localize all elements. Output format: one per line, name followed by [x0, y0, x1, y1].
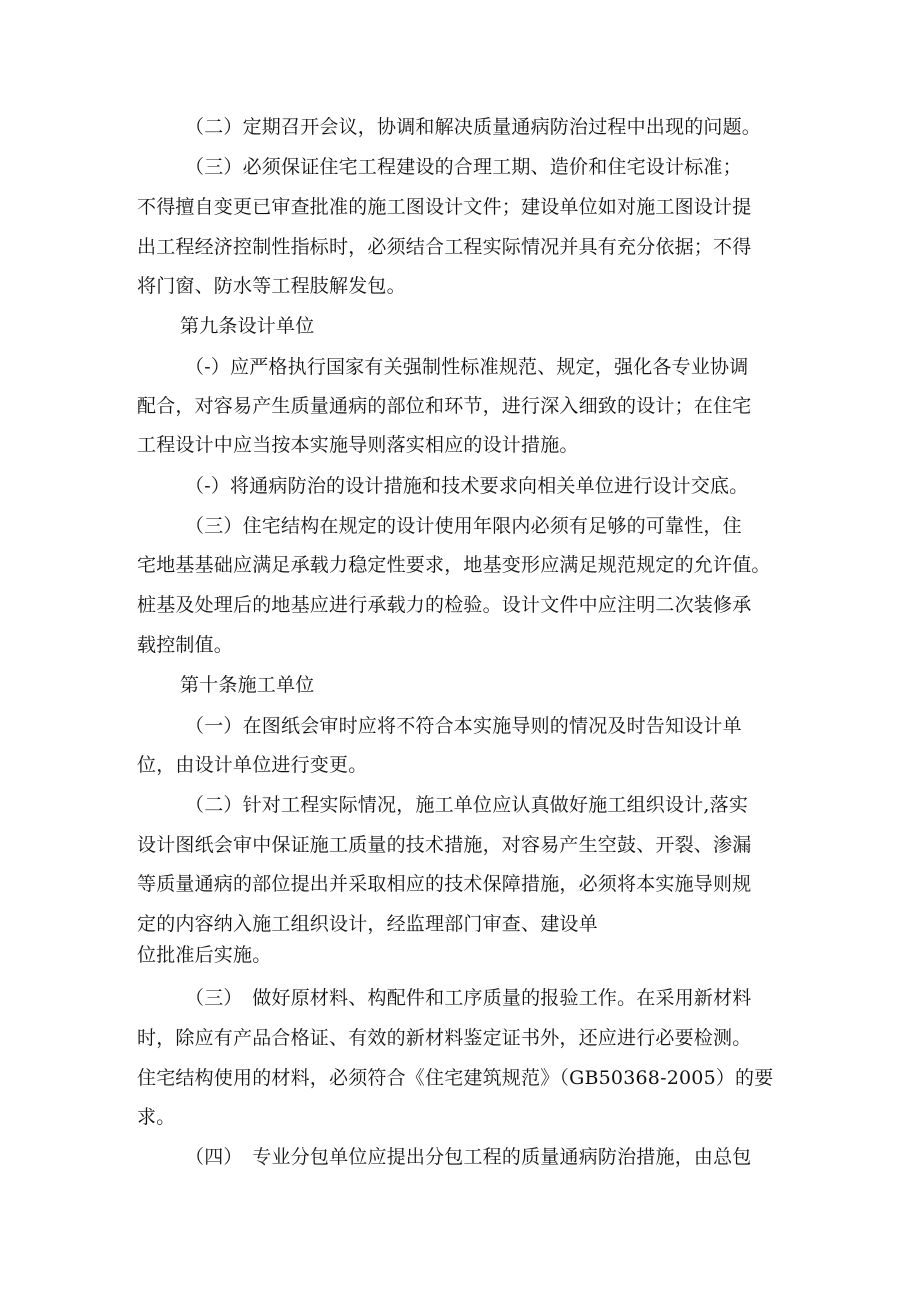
article-10-item-2-line-5: 位批准后实施。: [137, 944, 272, 966]
paragraph-3-line-1: （三）必须保证住宅工程建设的合理工期、造价和住宅设计标准；: [185, 156, 742, 178]
paragraph-3-line-3: 出工程经济控制性指标时，必须结合工程实际情况并具有充分依据；不得: [137, 236, 752, 258]
article-10-item-3-line-4: 求。: [137, 1106, 176, 1128]
paragraph-3-line-4: 将门窗、防水等工程肢解发包。: [137, 275, 406, 297]
article-10-heading: 第十条施工单位: [180, 674, 315, 696]
article-10-item-2-line-2: 设计图纸会审中保证施工质量的技术措施，对容易产生空鼓、开裂、渗漏: [137, 834, 752, 856]
article-10-item-3-line-3: 住宅结构使用的材料，必须符合《住宅建筑规范》（GB50368-2005）的要: [137, 1067, 774, 1089]
article-10-item-1-line-2: 位，由设计单位进行变更。: [137, 754, 368, 776]
article-9-item-3-line-3: 桩基及处理后的地基应进行承载力的检验。设计文件中应注明二次装修承: [137, 594, 752, 616]
article-10-item-3-line-1: （三） 做好原材料、构配件和工序质量的报验工作。在采用新材料: [185, 987, 752, 1009]
article-10-item-2-line-4: 定的内容纳入施工组织设计，经监理部门审查、建设单: [137, 913, 598, 935]
paragraph-3-line-2: 不得擅自变更已审查批准的施工图设计文件；建设单位如对施工图设计提: [137, 196, 752, 218]
article-9-heading: 第九条设计单位: [180, 315, 315, 337]
article-9-item-3-line-2: 宅地基基础应满足承载力稳定性要求，地基变形应满足规范规定的允许值。: [137, 554, 771, 576]
article-9-item-1-line-3: 工程设计中应当按本实施导则落实相应的设计措施。: [137, 434, 579, 456]
article-10-item-2-line-1: （二）针对工程实际情况，施工单位应认真做好施工组织设计,落实: [185, 794, 749, 816]
article-10-item-2-line-3: 等质量通病的部位提出并采取相应的技术保障措施，必须将本实施导则规: [137, 873, 752, 895]
paragraph-2-line-1: （二）定期召开会议，协调和解决质量通病防治过程中出现的问题。: [185, 116, 762, 138]
article-10-item-4-line-1: （四） 专业分包单位应提出分包工程的质量通病防治措施，由总包: [185, 1146, 752, 1168]
article-10-item-1-line-1: （一）在图纸会审时应将不符合本实施导则的情况及时告知设计单: [185, 715, 742, 737]
article-9-item-3-line-4: 载控制值。: [137, 634, 234, 656]
article-9-item-1-line-1: （-）应严格执行国家有关强制性标准规范、规定，强化各专业协调: [185, 356, 749, 378]
article-9-item-1-line-2: 配合，对容易产生质量通病的部位和环节，进行深入细致的设计；在住宅: [137, 395, 752, 417]
article-9-item-2-line-1: （-）将通病防治的设计措施和技术要求向相关单位进行设计交底。: [185, 475, 749, 497]
article-10-item-3-line-2: 时，除应有产品合格证、有效的新材料鉴定证书外，还应进行必要检测。: [137, 1027, 752, 1049]
article-9-item-3-line-1: （三）住宅结构在规定的设计使用年限内必须有足够的可靠性，住: [185, 515, 742, 537]
